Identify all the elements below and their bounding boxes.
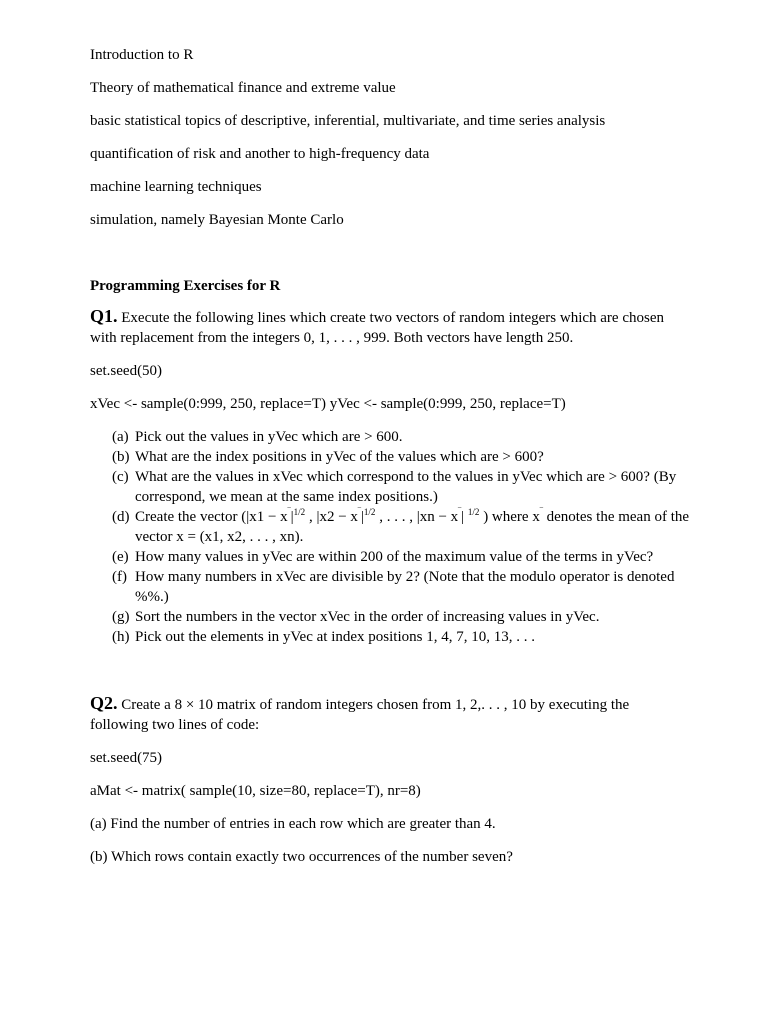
item-text: How many values in yVec are within 200 of the maximum value of the terms in yVec? bbox=[135, 549, 654, 565]
question-number: Q1. bbox=[90, 306, 118, 326]
item-text: Sort the numbers in the vector xVec in the order of increasing values in yVec. bbox=[135, 609, 600, 625]
topic-line: Theory of mathematical finance and extreme value bbox=[90, 80, 396, 96]
question-1-items bbox=[90, 427, 690, 647]
item-label: (f) bbox=[112, 569, 127, 585]
code-line: set.seed(50) bbox=[90, 363, 163, 379]
question-1 bbox=[90, 306, 690, 348]
list-item bbox=[90, 607, 690, 627]
list-item bbox=[90, 547, 690, 567]
code-line: xVec <- sample(0:999, 250, replace=T) yVec <- sample(0:999, 250, replace=T) bbox=[90, 396, 566, 412]
item-label: (a) bbox=[112, 429, 129, 445]
code-line: set.seed(75) bbox=[90, 750, 163, 766]
item-text: What are the index positions in yVec of the values which are > 600? bbox=[135, 449, 544, 465]
list-item bbox=[90, 467, 690, 507]
question-number: Q2. bbox=[90, 693, 118, 713]
document-page bbox=[90, 45, 690, 880]
list-item bbox=[90, 567, 690, 607]
topic-line: simulation, namely Bayesian Monte Carlo bbox=[90, 212, 344, 228]
topic-line: basic statistical topics of descriptive, inferential, multivariate, and time series analysis bbox=[90, 113, 606, 129]
item-label: (c) bbox=[112, 469, 129, 485]
item-label: (e) bbox=[112, 549, 129, 565]
list-item bbox=[90, 627, 690, 647]
sub-question: (a) Find the number of entries in each row which are greater than 4. bbox=[90, 816, 496, 832]
item-text: How many numbers in xVec are divisible by 2? (Note that the modulo operator is denoted %%.) bbox=[135, 569, 675, 605]
sub-question: (b) Which rows contain exactly two occurrences of the number seven? bbox=[90, 849, 513, 865]
item-text: Pick out the values in yVec which are > 600. bbox=[135, 429, 403, 445]
topic-line: machine learning techniques bbox=[90, 179, 262, 195]
code-line: aMat <- matrix( sample(10, size=80, replace=T), nr=8) bbox=[90, 783, 421, 799]
question-text: Create a 8 × 10 matrix of random integers chosen from 1, 2,. . . , 10 by executing the following two lines of code: bbox=[90, 697, 630, 733]
question-2 bbox=[90, 693, 690, 735]
topic-line: Introduction to R bbox=[90, 47, 194, 63]
question-text: Execute the following lines which create two vectors of random integers which are chosen with replacement from the integers 0, 1, . . . , 999. Both vectors have length 250. bbox=[90, 310, 664, 346]
topic-line: quantification of risk and another to high-frequency data bbox=[90, 146, 430, 162]
item-label: (g) bbox=[112, 609, 130, 625]
item-text: Create the vector ($|x1 - x^‾|^{1/2}$ , $|x2 - x^‾|^{1/2}$ , . . . , |xn − x‾| $^{1/2}$ ) where x‾ denotes the mean of the vector x = (x1, x2, . . . , xn). bbox=[135, 507, 690, 545]
item-text: What are the values in xVec which correspond to the values in yVec which are > 600? (By correspond, we mean at the same index positions.) bbox=[135, 469, 677, 505]
list-item bbox=[90, 447, 690, 467]
item-label: (h) bbox=[112, 629, 130, 645]
list-item bbox=[90, 427, 690, 447]
item-label: (b) bbox=[112, 449, 130, 465]
item-text: Pick out the elements in yVec at index positions 1, 4, 7, 10, 13, . . . bbox=[135, 629, 535, 645]
item-label: (d) bbox=[112, 509, 130, 525]
section-heading: Programming Exercises for R bbox=[90, 278, 281, 294]
list-item bbox=[90, 507, 690, 547]
